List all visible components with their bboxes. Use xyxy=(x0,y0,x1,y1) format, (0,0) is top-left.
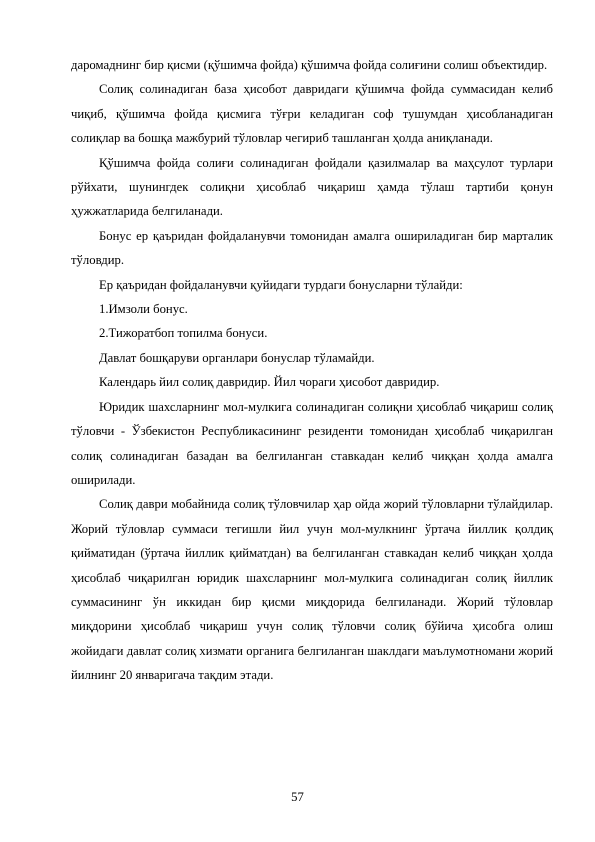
list-item-signature-bonus: 1.Имзоли бонус. xyxy=(99,302,188,317)
paragraph-continuation: даромаднинг бир қисми (қўшимча фойда) қўшимча фойда солиғини солиш объектидир. xyxy=(71,58,548,72)
list-item-commercial-find-bonus: 2.Тижоратбоп топилма бонуси. xyxy=(99,326,268,341)
paragraph-tax-period: Календарь йил солиқ давридир. Йил чораги ҳисобот давридир. xyxy=(99,375,440,390)
paragraph-tax-base: Солиқ солинадиган база ҳисобот давридаги қўшимча фойда суммасидан келиб чиқиб, қўшимча фойда қисмига тўғри келадиган соф тушумдан ҳисобланадиган солиқлар ва бошқа мажбурий тўловлар чегириб ташланган ҳолда аниқланади. xyxy=(71,82,553,146)
page-number: 57 xyxy=(291,790,304,804)
paragraph-bonus-types-intro: Ер қаъридан фойдаланувчи қуйидаги турдаги бонусларни тўлайди: xyxy=(99,277,463,292)
paragraph-government-exempt: Давлат бошқаруви органлари бонуслар тўламайди. xyxy=(99,350,375,365)
paragraph-property-tax: Юридик шахсларнинг мол-мулкига солинадиган солиқни ҳисоблаб чиқариш солиқ тўловчи - Ўзбекистон Республикасининг резиденти томонидан ҳисоблаб чиқарилган солиқ солинадиган базадан ва белгиланган ставкадан келиб чиққан ҳолда амалга оширилади. xyxy=(71,399,553,487)
body-text xyxy=(71,53,553,688)
paragraph-bonus-definition: Бонус ер қаъридан фойдаланувчи томонидан амалга ошириладиган бир марталик тўловдир. xyxy=(71,228,553,268)
paragraph-minerals-list: Қўшимча фойда солиғи солинадиган фойдали қазилмалар ва маҳсулот турлари рўйхати, шунингдек солиқни ҳисоблаб чиқариш ҳамда тўлаш тартиби қонун ҳужжатларида белгиланади. xyxy=(71,155,553,219)
paragraph-current-payments: Солиқ даври мобайнида солиқ тўловчилар ҳар ойда жорий тўловларни тўлайдилар. Жорий тўловлар суммаси тегишли йил учун мол-мулкнинг ўртача йиллик қолдиқ қийматидан (ўртача йиллик қийматдан) ва белгиланган ставкадан келиб чиққан ҳолда ҳисоблаб чиқарилган юридик шахсларнинг мол-мулкига солинадиган солиқ йиллик суммасининг ўн иккидан бир қисми миқдорида белгиланади. Жорий тўловлар миқдорини ҳисоблаб чиқариш учун солиқ тўловчи солиқ бўйича ҳисобга олиш жойидаги давлат солиқ хизмати органига белгиланган шаклдаги маълумотномани жорий йилнинг 20 январигача тақдим этади. xyxy=(71,497,553,683)
